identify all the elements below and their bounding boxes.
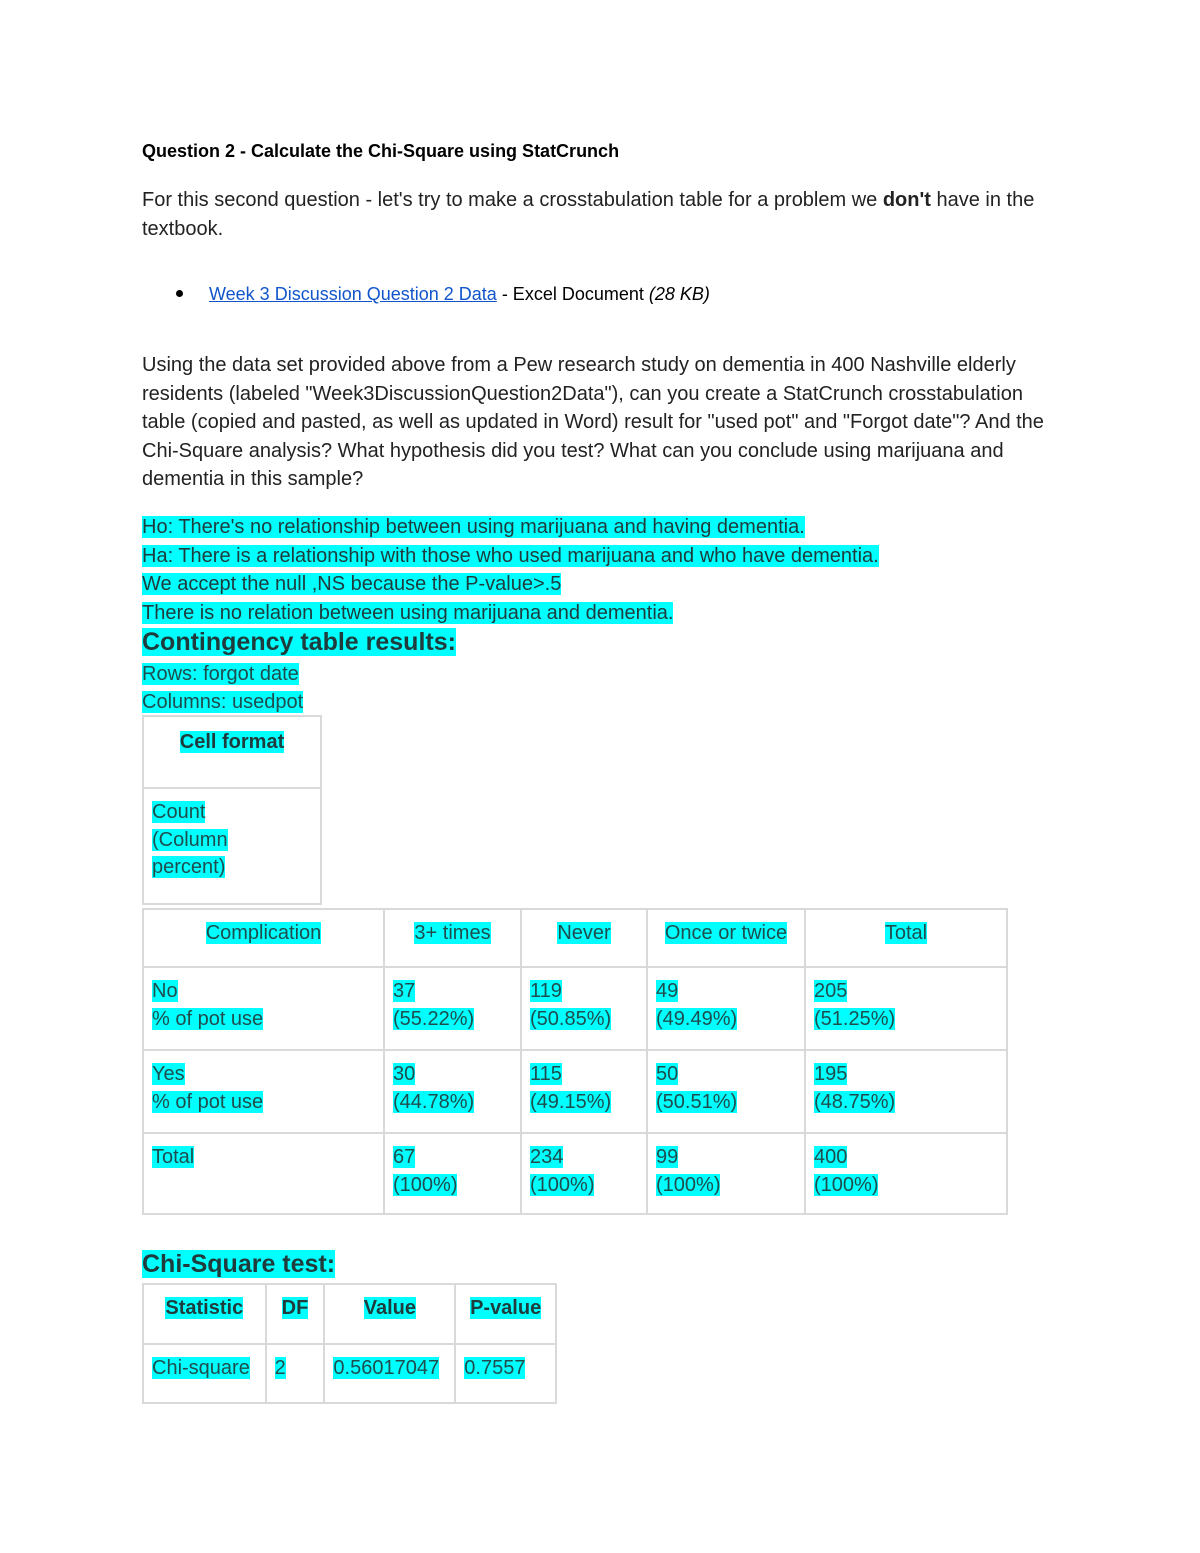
intro-paragraph — [142, 186, 1052, 243]
table-cell: 99 — [656, 1146, 679, 1168]
table-cell: 400 — [814, 1146, 848, 1168]
cell-format-line: Count — [152, 801, 206, 823]
contingency-heading: Contingency table results: — [142, 628, 456, 656]
table-cell-percent: (44.78%) — [393, 1090, 475, 1113]
table-cell-percent: (50.51%) — [656, 1090, 738, 1113]
prompt-paragraph: Using the data set provided above from a Pew research study on dementia in 400 Nashville elderly residents (labeled "Week3DiscussionQuestion2Data"), can you create a StatCrunch crosstabulation table (copied and pasted, as well as updated in Word) result for "used pot" and "Forgot date"? And the Chi-Square analysis? What hypothesis did you test? What can you conclude using marijuana and dementia in this sample? — [142, 354, 1044, 490]
column-header: DF — [281, 1297, 309, 1319]
table-cell: 67 — [393, 1146, 416, 1168]
question-title: Question 2 - Calculate the Chi-Square using StatCrunch — [142, 141, 620, 161]
table-cell: 195 — [814, 1063, 848, 1085]
row-label: No — [152, 980, 178, 1002]
table-row — [143, 1050, 1007, 1133]
statistic-name: Chi-square — [152, 1357, 250, 1379]
null-hypothesis: Ho: There's no relationship between using marijuana and having dementia. — [142, 516, 805, 538]
contingency-table — [142, 908, 1008, 1215]
p-value: 0.7557 — [464, 1357, 526, 1379]
cell-format-line: percent) — [152, 856, 226, 878]
alt-hypothesis: Ha: There is a relationship with those who used marijuana and who have dementia. — [142, 544, 879, 567]
row-label: Total — [152, 1146, 195, 1168]
table-header-row — [143, 909, 1007, 967]
attachment-type: - Excel Document — [496, 284, 649, 304]
rows-label: Rows: forgot date — [142, 663, 299, 685]
table-axes — [142, 660, 303, 716]
attachment-bullet — [176, 284, 710, 305]
degrees-of-freedom: 2 — [274, 1357, 286, 1379]
table-cell-percent: (49.15%) — [530, 1090, 612, 1113]
table-cell-percent: (49.49%) — [656, 1007, 738, 1030]
table-cell: 119 — [530, 980, 562, 1002]
column-header: Statistic — [165, 1297, 244, 1319]
row-sublabel: % of pot use — [152, 1090, 264, 1113]
table-cell-percent: (48.75%) — [814, 1090, 896, 1113]
answer-block — [142, 513, 879, 627]
intro-text-end: have in the textbook. — [142, 189, 1035, 240]
conclusion-line: There is no relation between using marijuana and dementia. — [142, 601, 674, 624]
statistic-value: 0.56017047 — [333, 1357, 440, 1379]
attachment-link[interactable]: Week 3 Discussion Question 2 Data — [209, 284, 497, 304]
table-cell-percent: (50.85%) — [530, 1007, 612, 1030]
chi-square-heading: Chi-Square test: — [142, 1250, 336, 1278]
table-cell: 50 — [656, 1063, 679, 1085]
table-header-row — [143, 1284, 556, 1344]
table-cell: 37 — [393, 980, 416, 1002]
table-row-total — [143, 1133, 1007, 1214]
table-cell-percent: (51.25%) — [814, 1007, 896, 1030]
column-header: 3+ times — [414, 922, 491, 944]
cell-format-line: (Column — [152, 828, 228, 851]
table-cell-percent: (100%) — [530, 1173, 595, 1196]
cell-format-table — [142, 715, 322, 905]
table-cell-percent: (55.22%) — [393, 1007, 475, 1030]
column-header: Never — [557, 922, 611, 944]
table-cell: 30 — [393, 1063, 416, 1085]
row-label: Yes — [152, 1063, 185, 1085]
intro-bold-text: don't — [882, 189, 931, 211]
table-cell: 115 — [530, 1063, 562, 1085]
table-row — [143, 967, 1007, 1050]
bullet-icon — [176, 290, 183, 297]
column-header: Once or twice — [664, 922, 788, 944]
cell-format-header: Cell format — [179, 731, 285, 753]
column-header: Total — [884, 922, 928, 944]
columns-label: Columns: usedpot — [142, 691, 304, 713]
table-cell: 49 — [656, 980, 679, 1002]
column-header: Value — [363, 1297, 416, 1319]
intro-text: For this second question - let's try to make a crosstabulation table for a problem we — [142, 189, 883, 211]
column-header: Complication — [205, 922, 322, 944]
chi-square-table — [142, 1283, 557, 1404]
table-cell-percent: (100%) — [656, 1173, 721, 1196]
table-cell-percent: (100%) — [814, 1173, 879, 1196]
table-cell-percent: (100%) — [393, 1173, 458, 1196]
row-sublabel: % of pot use — [152, 1007, 264, 1030]
cell-format-body — [143, 788, 321, 904]
table-row — [143, 1344, 556, 1403]
column-header: P-value — [470, 1297, 542, 1319]
attachment-size: (28 KB) — [648, 284, 710, 304]
decision-line: We accept the null ,NS because the P-value>.5 — [142, 573, 562, 595]
table-cell: 234 — [530, 1146, 564, 1168]
table-cell: 205 — [814, 980, 848, 1002]
